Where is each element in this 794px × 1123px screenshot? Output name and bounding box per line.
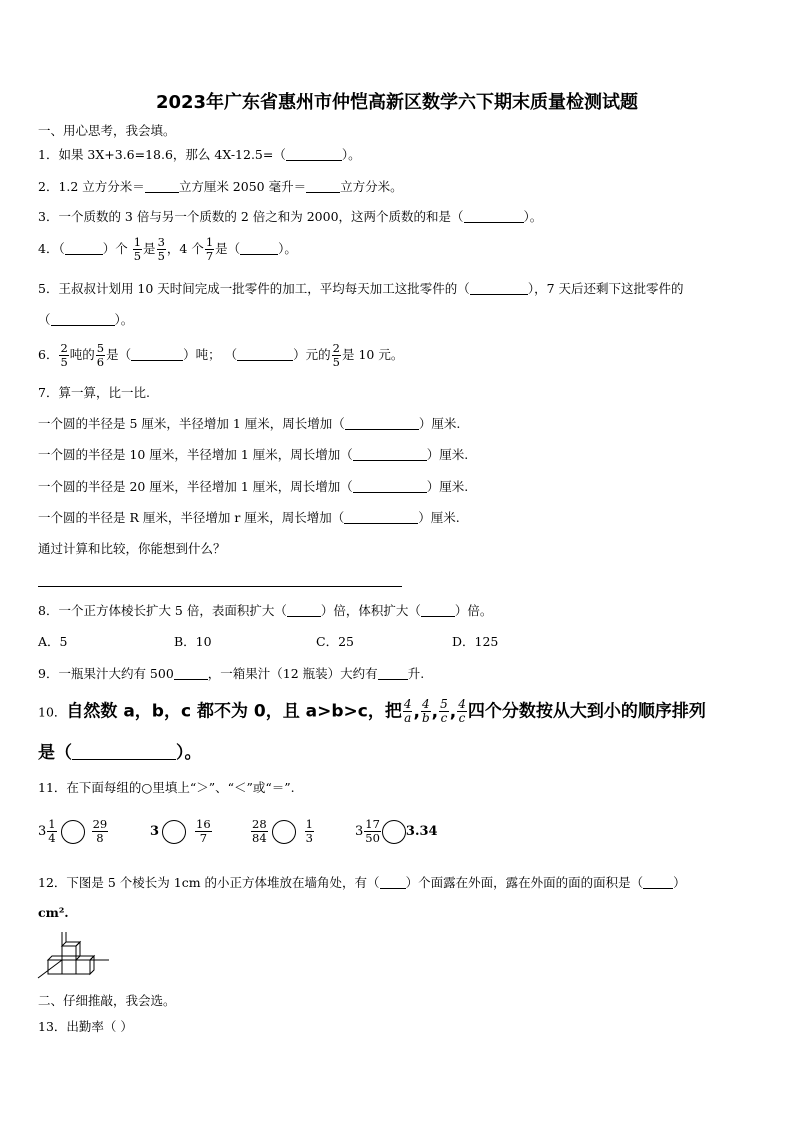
- q5-blank-2[interactable]: [51, 313, 115, 326]
- q10-separator: ,: [413, 701, 420, 722]
- q6-blank-2[interactable]: [237, 348, 293, 361]
- q13-text: 出勤率（ ）: [66, 1019, 133, 1034]
- q12-text-end: ）: [673, 875, 686, 890]
- q6-text: ）吨； （: [183, 347, 238, 362]
- q8-text-end: ）倍。: [454, 603, 493, 618]
- q7-row-text: 一个圆的半径是 5 厘米，半径增加 1 厘米，周长增加（: [38, 416, 345, 431]
- q9-text-end: 升.: [407, 666, 425, 681]
- question-6: [38, 342, 403, 369]
- q4-text: ，4 个: [166, 241, 204, 256]
- q11-g3-compare-circle[interactable]: [272, 820, 296, 844]
- question-10-line-2: [38, 740, 202, 767]
- q7-row-text: 一个圆的半径是 10 厘米，半径增加 1 厘米，周长增加（: [38, 447, 353, 462]
- q7-row-text: 一个圆的半径是 R 厘米，半径增加 r 厘米，周长增加（: [38, 510, 345, 525]
- q7-row-1: [38, 415, 460, 433]
- q6-text: 吨的: [69, 347, 95, 362]
- q1-number: 1．: [38, 147, 59, 162]
- q11-g1-whole: 3: [38, 824, 47, 839]
- q5-blank-1[interactable]: [470, 282, 528, 295]
- q3-text: 一个质数的 3 倍与另一个质数的 2 倍之和为 2000，这两个质数的和是（: [58, 209, 464, 224]
- q5-number: 5．: [38, 281, 59, 296]
- q7-row-text: ）厘米.: [418, 416, 461, 431]
- q7-row-text: ）厘米.: [426, 447, 469, 462]
- q9-blank-2[interactable]: [378, 667, 408, 680]
- q1-text: 如果 3X+3.6=18.6，那么 4X-12.5=（: [58, 147, 286, 162]
- q11-g2-left: 3: [150, 824, 160, 839]
- q7-row-text: ）厘米.: [418, 510, 460, 525]
- q4-blank-2[interactable]: [240, 242, 278, 255]
- question-5-line-2: [38, 311, 133, 329]
- q1-text-end: ）。: [341, 147, 361, 162]
- page-title: 2023年广东省惠州市仲恺高新区数学六下期末质量检测试题: [155, 92, 639, 113]
- q11-number: 11．: [38, 780, 67, 795]
- q4-text: （: [58, 241, 65, 256]
- q6-text: ）元的: [293, 347, 331, 362]
- q6-text: 是 10 元。: [341, 347, 404, 362]
- q10-separator: ,: [431, 701, 439, 722]
- q7-blank-3[interactable]: [353, 480, 427, 493]
- question-2: [38, 178, 403, 196]
- q4-blank-1[interactable]: [65, 242, 103, 255]
- question-12: [38, 874, 686, 892]
- question-1: [38, 146, 361, 164]
- q4-text: ）个: [102, 241, 128, 256]
- q4-fraction-3: $\frac{1}{7}$: [205, 235, 214, 263]
- q10-separator: ,: [449, 701, 457, 722]
- q12-number: 12．: [38, 875, 67, 890]
- q8-number: 8．: [38, 603, 59, 618]
- q7-blank-2[interactable]: [353, 448, 427, 461]
- q11-text: 在下面每组的○里填上“＞”、“＜”或“＝”.: [66, 780, 295, 795]
- question-13: [38, 1018, 133, 1036]
- q12-unit: cm².: [38, 905, 69, 920]
- q7-row-text: 一个圆的半径是 20 厘米，半径增加 1 厘米，周长增加（: [38, 479, 353, 494]
- q11-g1-compare-circle[interactable]: [61, 820, 85, 844]
- q3-text-end: ）。: [523, 209, 543, 224]
- q11-g3-right-fraction: $\frac{1}{3}$: [305, 817, 313, 845]
- q2-text-end: 立方分米。: [340, 179, 403, 194]
- q11-g4-whole: 3: [355, 824, 364, 839]
- q10-answer-blank[interactable]: [72, 747, 176, 760]
- q11-g4-compare-circle[interactable]: [382, 820, 406, 844]
- q7-row-4: [38, 509, 460, 527]
- question-9: [38, 665, 424, 683]
- q6-fraction-2: $\frac{5}{6}$: [96, 341, 105, 369]
- q7-text: 算一算，比一比.: [58, 385, 150, 400]
- q12-text: 下图是 5 个棱长为 1cm 的小正方体堆放在墙角处，有（: [66, 875, 380, 890]
- q6-text: 是（: [106, 347, 132, 362]
- q8-option-b[interactable]: B．10: [174, 634, 212, 649]
- q10-number: 10．: [38, 704, 67, 720]
- question-11: [38, 779, 295, 797]
- q7-blank-1[interactable]: [345, 417, 419, 430]
- q8-blank-1[interactable]: [287, 604, 321, 617]
- q10-text: 是（: [38, 743, 72, 763]
- q12-blank-2[interactable]: [643, 876, 673, 889]
- q10-fraction-2: $\frac{4}{b}$: [421, 697, 430, 725]
- q10-text: ）。: [176, 743, 202, 763]
- q5-text: ）。: [114, 312, 134, 327]
- q2-blank-1[interactable]: [145, 180, 179, 193]
- section-2-heading: 二、仔细推敲，我会选。: [38, 993, 176, 1008]
- q10-text-end: 四个分数按从大到小的顺序排列: [467, 701, 706, 722]
- q2-number: 2．: [38, 179, 59, 194]
- q7-row-3: [38, 478, 468, 496]
- q13-number: 13．: [38, 1019, 67, 1034]
- q11-group-4: [355, 818, 438, 845]
- q3-number: 3．: [38, 209, 59, 224]
- q7-blank-4[interactable]: [344, 511, 418, 524]
- q12-blank-1[interactable]: [380, 876, 406, 889]
- q10-fraction-4: $\frac{4}{c}$: [458, 697, 466, 725]
- q11-group-2: [150, 818, 213, 845]
- cubes-in-corner-figure: [34, 930, 114, 980]
- q6-fraction-3: $\frac{2}{5}$: [332, 341, 340, 369]
- q8-text: 一个正方体棱长扩大 5 倍，表面积扩大（: [58, 603, 287, 618]
- q8-option-d[interactable]: D．125: [452, 634, 499, 649]
- q5-text: （: [38, 312, 51, 327]
- q9-text-mid: ，一箱果汁（12 瓶装）大约有: [207, 666, 378, 681]
- q7-question: 通过计算和比较，你能想到什么？: [38, 541, 226, 556]
- q11-g1-left-fraction: $\frac{1}{4}$: [48, 817, 56, 845]
- question-7: [38, 384, 150, 402]
- q8-option-c[interactable]: C．25: [316, 634, 354, 649]
- question-10: [38, 698, 706, 726]
- q4-text: 是: [143, 241, 156, 256]
- q8-blank-2[interactable]: [421, 604, 455, 617]
- q9-blank-1[interactable]: [174, 667, 208, 680]
- q8-text-mid: ）倍，体积扩大（: [320, 603, 421, 618]
- q7-row-2: [38, 446, 468, 464]
- q2-text: 1.2 立方分米＝: [58, 179, 145, 194]
- q11-group-1: [38, 818, 109, 845]
- q7-answer-line[interactable]: [38, 586, 402, 587]
- q12-text-mid: ）个面露在外面，露在外面的面的面积是（: [405, 875, 644, 890]
- q4-fraction-2: $\frac{3}{5}$: [157, 235, 165, 263]
- q10-fraction-1: $\frac{4}{a}$: [403, 697, 412, 725]
- q4-fraction-1: $\frac{1}{5}$: [133, 235, 142, 263]
- q8-option-a[interactable]: A．5: [38, 634, 68, 649]
- q4-text: ）。: [278, 241, 297, 256]
- section-1-heading: 一、用心思考，我会填。: [38, 123, 176, 138]
- q2-text-mid: 立方厘米 2050 毫升＝: [178, 179, 307, 194]
- q11-g1-right-fraction: $\frac{29}{8}$: [92, 817, 108, 845]
- q11-g4-right: 3.34: [405, 824, 438, 839]
- q6-blank-1[interactable]: [131, 348, 183, 361]
- q10-fraction-3: $\frac{5}{c}$: [440, 697, 448, 725]
- q5-text: 王叔叔计划用 10 天时间完成一批零件的加工，平均每天加工这批零件的（: [58, 281, 470, 296]
- question-5: [38, 280, 684, 298]
- q2-blank-2[interactable]: [306, 180, 340, 193]
- q1-answer-blank[interactable]: [286, 148, 342, 161]
- q6-number: 6．: [38, 347, 59, 362]
- q6-fraction-1: $\frac{2}{5}$: [60, 341, 68, 369]
- q11-group-3: [250, 818, 315, 845]
- q11-g2-right-fraction: $\frac{16}{7}$: [196, 817, 211, 845]
- q7-number: 7．: [38, 385, 59, 400]
- q4-number: 4．: [38, 241, 59, 256]
- q8-options: [38, 633, 638, 651]
- q11-g3-left-fraction: $\frac{28}{84}$: [252, 817, 267, 845]
- q3-answer-blank[interactable]: [464, 210, 524, 223]
- q9-text: 一瓶果汁大约有 500: [58, 666, 174, 681]
- q10-text: 自然数 a，b，c 都不为 0，且 a>b>c，把: [66, 701, 402, 722]
- q11-g2-compare-circle[interactable]: [162, 820, 186, 844]
- q9-number: 9．: [38, 666, 59, 681]
- question-8: [38, 602, 492, 620]
- q11-g4-left-fraction: $\frac{17}{50}$: [365, 817, 380, 845]
- question-3: [38, 208, 542, 226]
- q5-text-mid: ），7 天后还剩下这批零件的: [527, 281, 684, 296]
- question-4: [38, 236, 297, 263]
- q4-text: 是（: [215, 241, 241, 256]
- q7-row-text: ）厘米.: [426, 479, 469, 494]
